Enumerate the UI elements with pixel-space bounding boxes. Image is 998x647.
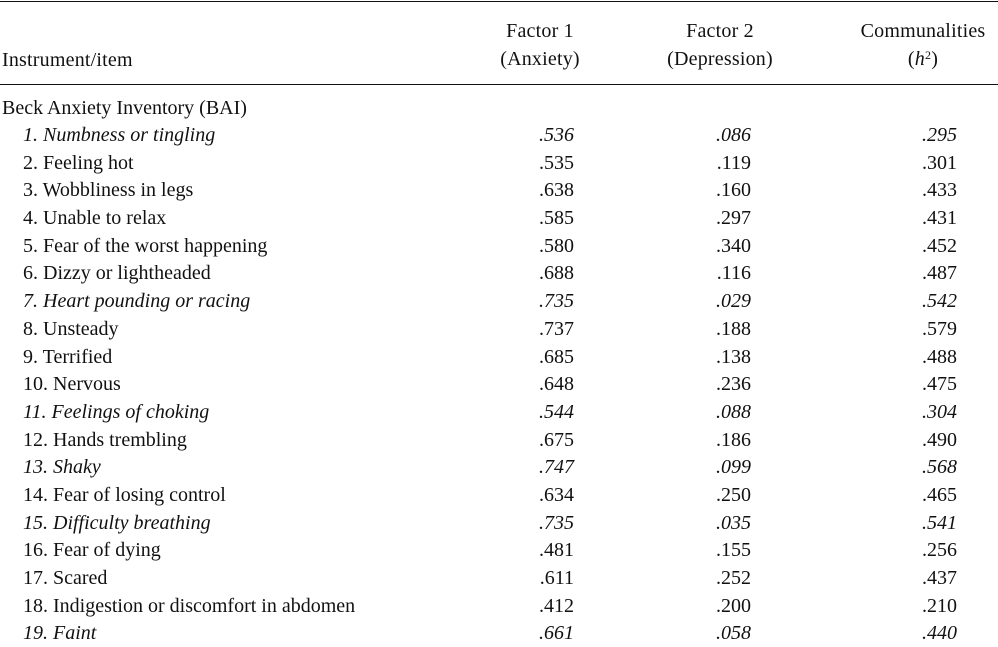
communality-value: .542 — [922, 290, 957, 313]
factor2-value: .088 — [716, 400, 751, 423]
factor2-value: .236 — [716, 373, 751, 396]
communality-value: .541 — [922, 511, 957, 534]
factor1-value: .611 — [539, 567, 574, 589]
factor1-value: .536 — [539, 124, 574, 146]
table-row — [0, 536, 998, 564]
table-top-rule — [0, 1, 998, 2]
communality-value: .256 — [922, 539, 957, 562]
factor1-value: .634 — [539, 483, 574, 506]
factor2-value: .252 — [716, 567, 751, 589]
table-row — [0, 564, 998, 592]
column-header-communalities-line1: Communalities — [860, 20, 986, 42]
communality-value: .304 — [922, 400, 957, 423]
item-label: 10. Nervous — [23, 373, 121, 396]
column-header-factor1-line2: (Anxiety) — [500, 48, 580, 70]
communality-value: .490 — [922, 428, 957, 451]
header-bottom-rule — [0, 84, 998, 85]
table-row — [0, 176, 998, 204]
table-row — [0, 619, 998, 647]
factor2-value: .297 — [716, 207, 751, 230]
factor2-value: .086 — [716, 124, 751, 146]
h-symbol: h — [914, 48, 925, 70]
table-row — [0, 398, 998, 426]
communality-value: .579 — [922, 317, 957, 340]
table-row — [0, 453, 998, 481]
communality-value: .437 — [922, 567, 957, 589]
communality-value: .465 — [922, 483, 957, 506]
item-label: 8. Unsteady — [23, 317, 119, 340]
item-label: 5. Fear of the worst happening — [23, 234, 268, 257]
factor1-value: .544 — [539, 400, 574, 423]
factor1-value: .535 — [539, 151, 574, 174]
factor1-value: .685 — [539, 345, 574, 368]
communality-value: .475 — [922, 373, 957, 396]
table-row — [0, 204, 998, 232]
column-header-factor2-line2: (Depression) — [667, 48, 773, 70]
communality-value: .487 — [922, 262, 957, 285]
column-header-factor1 — [470, 17, 610, 73]
item-label: 19. Faint — [23, 622, 97, 645]
table-row — [0, 509, 998, 537]
h-superscript: 2 — [925, 48, 932, 62]
item-label: 4. Unable to relax — [23, 207, 167, 230]
factor1-value: .735 — [539, 290, 574, 313]
communality-value: .301 — [922, 151, 957, 174]
factor2-value: .186 — [716, 428, 751, 451]
table-row — [0, 370, 998, 398]
table-row — [0, 481, 998, 509]
factor1-value: .688 — [539, 262, 574, 285]
factor1-value: .735 — [539, 511, 574, 534]
item-label: 18. Indigestion or discomfort in abdomen — [23, 594, 356, 617]
item-label: 12. Hands trembling — [23, 428, 187, 451]
item-label: 3. Wobbliness in legs — [23, 179, 194, 202]
factor2-value: .035 — [716, 511, 751, 534]
item-label: 7. Heart pounding or racing — [23, 290, 251, 313]
item-label: 6. Dizzy or lightheaded — [23, 262, 211, 285]
paren-open: ( — [907, 48, 915, 70]
table-row — [0, 149, 998, 177]
table-row — [0, 232, 998, 260]
table-row — [0, 592, 998, 620]
table-body — [0, 121, 998, 647]
table-row — [0, 426, 998, 454]
factor2-value: .250 — [716, 483, 751, 506]
item-label: 13. Shaky — [23, 456, 101, 479]
factor2-value: .160 — [716, 179, 751, 202]
communality-value: .433 — [922, 179, 957, 202]
communality-value: .440 — [922, 622, 957, 645]
column-header-communalities — [838, 17, 998, 73]
table-row — [0, 259, 998, 287]
factor1-value: .737 — [539, 317, 574, 340]
table-row — [0, 343, 998, 371]
communality-value: .295 — [922, 124, 957, 146]
table-row — [0, 121, 998, 149]
factor1-value: .412 — [539, 594, 574, 617]
factor2-value: .116 — [716, 262, 751, 285]
column-header-instrument: Instrument/item — [2, 49, 133, 71]
table-row — [0, 315, 998, 343]
paren-close: ) — [931, 48, 939, 70]
factor2-value: .029 — [716, 290, 751, 313]
column-header-factor2 — [640, 17, 800, 73]
factor1-value: .481 — [539, 539, 574, 562]
factor2-value: .155 — [716, 539, 751, 562]
section-title: Beck Anxiety Inventory (BAI) — [2, 97, 247, 119]
communality-value: .210 — [922, 594, 957, 617]
communality-value: .568 — [922, 456, 957, 479]
item-label: 15. Difficulty breathing — [23, 511, 211, 534]
factor1-value: .747 — [539, 456, 574, 479]
item-label: 9. Terrified — [23, 345, 113, 368]
factor2-value: .200 — [716, 594, 751, 617]
item-label: 17. Scared — [23, 567, 108, 589]
factor1-value: .648 — [539, 373, 574, 396]
item-label: 14. Fear of losing control — [23, 483, 226, 506]
column-header-factor1-line1: Factor 1 — [506, 20, 574, 42]
factor1-value: .580 — [539, 234, 574, 257]
column-header-communalities-line2 — [838, 45, 998, 73]
table-row — [0, 287, 998, 315]
factor1-value: .585 — [539, 207, 574, 230]
item-label: 11. Feelings of choking — [23, 400, 210, 423]
factor1-value: .675 — [539, 428, 574, 451]
factor2-value: .138 — [716, 345, 751, 368]
factor2-value: .119 — [716, 151, 751, 174]
factor2-value: .058 — [716, 622, 751, 645]
factor1-value: .638 — [539, 179, 574, 202]
item-label: 1. Numbness or tingling — [23, 124, 216, 146]
item-label: 2. Feeling hot — [23, 151, 134, 174]
factor2-value: .340 — [716, 234, 751, 257]
factor2-value: .188 — [716, 317, 751, 340]
item-label: 16. Fear of dying — [23, 539, 161, 562]
factor2-value: .099 — [716, 456, 751, 479]
column-header-factor2-line1: Factor 2 — [686, 20, 754, 42]
communality-value: .431 — [922, 207, 957, 230]
factor1-value: .661 — [539, 622, 574, 645]
communality-value: .452 — [922, 234, 957, 257]
communality-value: .488 — [922, 345, 957, 368]
